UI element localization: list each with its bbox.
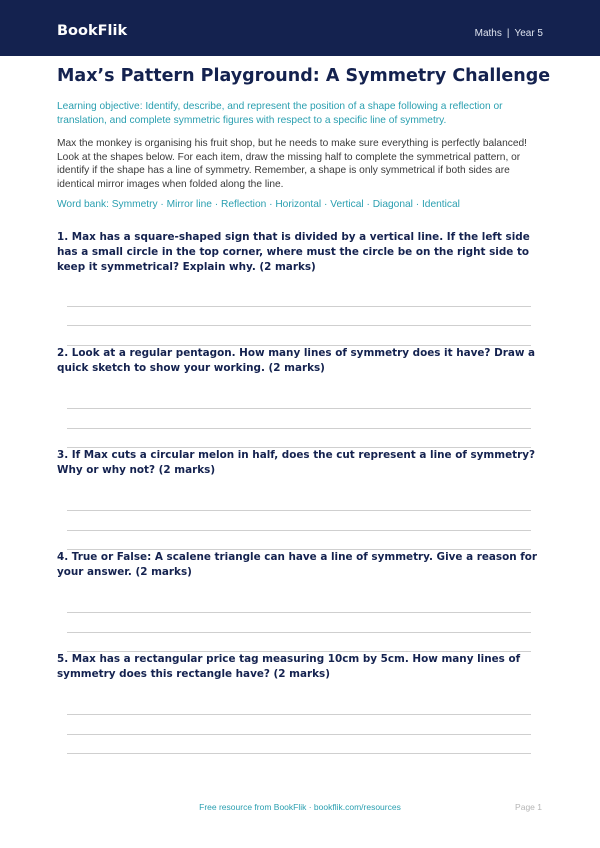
intro-paragraph: Max the monkey is organising his fruit shop, but he needs to make sure everything is perfectly balanced! Look at the shapes below. For each item, draw the missing half to complete the symmetrical pattern, or identify if the shape has a line of symmetry. Remember, a shape is only symmetrical if both sides are identical mirror images when folded along the line. — [57, 138, 528, 190]
question-1: 1. Max has a square-shaped sign that is divided by a vertical line. If the left side has a small circle in the top corner, where must the circle be on the right side to keep it symmetrical? Explain why. (2 marks) — [57, 231, 530, 273]
brand-logo[interactable]: BookFlik — [57, 23, 128, 39]
meta-separator: | — [506, 28, 510, 39]
answer-line[interactable] — [67, 632, 531, 633]
question-5: 5. Max has a rectangular price tag measuring 10cm by 5cm. How many lines of symmetry does this rectangle have? (2 marks) — [57, 653, 521, 680]
learning-objective: Learning objective: Identify, describe, and represent the position of a shape following a reflection or translation, and complete symmetric figures with respect to a specific line of symmetry. — [57, 101, 503, 126]
answer-line[interactable] — [67, 734, 531, 735]
question-3: 3. If Max cuts a circular melon in half, does the cut represent a line of symmetry? Why or why not? (2 marks) — [57, 449, 536, 476]
year-label: Year 5 — [514, 28, 543, 39]
worksheet-title: Max’s Pattern Playground: A Symmetry Challenge — [57, 66, 551, 86]
header-bar — [0, 0, 600, 56]
answer-line[interactable] — [67, 510, 531, 511]
subject-label: Maths — [474, 28, 502, 39]
question-2: 2. Look at a regular pentagon. How many lines of symmetry does it have? Draw a quick sketch to show your working. (2 marks) — [57, 347, 536, 374]
answer-line[interactable] — [67, 530, 531, 531]
word-bank: Word bank: Symmetry · Mirror line · Reflection · Horizontal · Vertical · Diagonal · Identical — [57, 199, 460, 210]
question-4: 4. True or False: A scalene triangle can have a line of symmetry. Give a reason for your answer. (2 marks) — [57, 551, 538, 578]
answer-line[interactable] — [67, 408, 531, 409]
page-number: Page 1 — [515, 802, 542, 812]
answer-line[interactable] — [67, 612, 531, 613]
answer-line[interactable] — [67, 325, 531, 326]
footer-resource-link[interactable]: Free resource from BookFlik · bookflik.com/resources — [199, 802, 401, 812]
answer-line[interactable] — [67, 714, 531, 715]
answer-line[interactable] — [67, 753, 531, 754]
answer-line[interactable] — [67, 428, 531, 429]
footer — [0, 802, 600, 816]
answer-line[interactable] — [67, 306, 531, 307]
subject-year-label — [475, 28, 543, 39]
